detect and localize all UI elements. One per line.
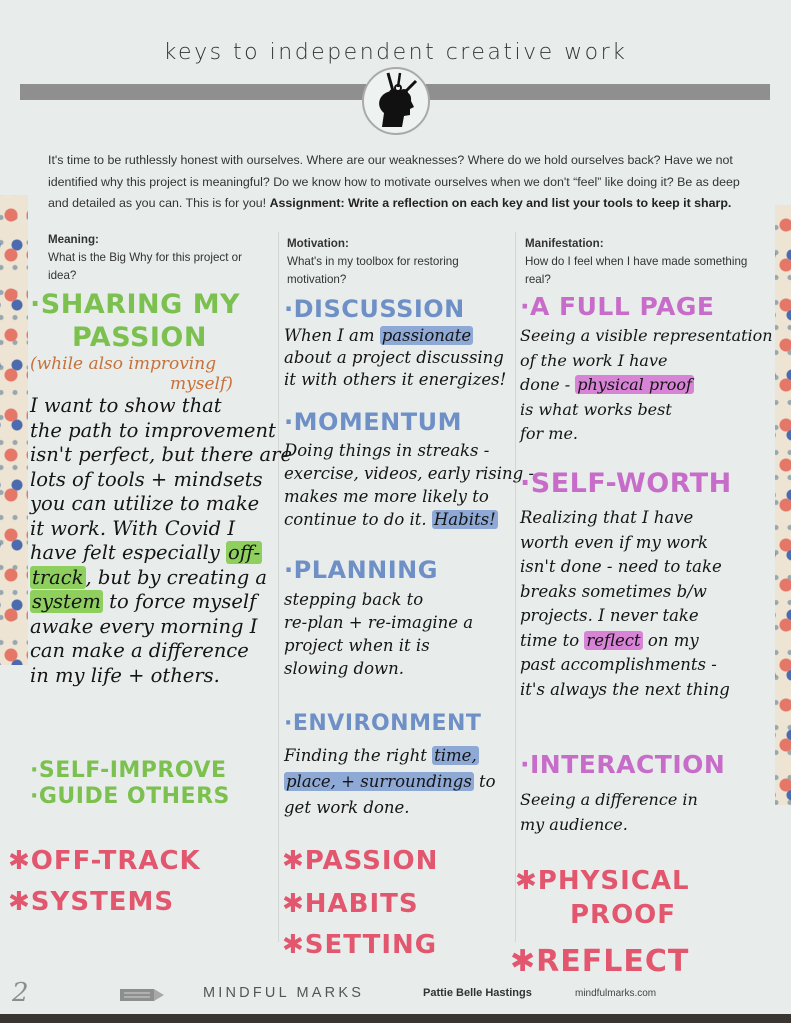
note-text: Finding the right (284, 746, 433, 765)
note-text: my audience. (520, 815, 628, 834)
note-text: have felt especially (30, 541, 227, 564)
note-line (520, 555, 732, 580)
note-heading: ·MOMENTUM (284, 408, 463, 436)
note-section (284, 552, 473, 680)
note-line (284, 369, 506, 391)
note-line (30, 517, 292, 542)
column-divider (515, 232, 516, 942)
highlighted-word: physical proof (577, 375, 692, 394)
page-number: 2 (12, 978, 29, 1008)
column-label: Motivation: (287, 237, 349, 250)
note-text: the path to improvement (30, 418, 276, 442)
column-header-meaning (48, 231, 273, 285)
note-line (284, 634, 473, 657)
note-heading: ·GUIDE OTHERS (30, 784, 230, 809)
note-line (30, 394, 292, 419)
note-line (520, 678, 732, 703)
note-text: in my life + others. (30, 663, 220, 687)
note-heading: ·ENVIRONMENT (284, 711, 482, 736)
head-with-keys-icon (362, 67, 430, 135)
note-text: stepping back to (284, 590, 424, 609)
note-line (284, 325, 506, 347)
note-text: to force myself (102, 590, 257, 613)
note-text: Doing things in streaks - (284, 441, 490, 460)
note-text: of the work I have (520, 350, 668, 370)
note-heading: ·INTERACTION (520, 750, 726, 779)
note-line (284, 743, 496, 769)
note-line (284, 795, 496, 821)
note-text: I want to show that (30, 394, 222, 417)
note-line (30, 419, 292, 444)
column-question: What is the Big Why for this project or idea? (48, 251, 242, 282)
note-line (520, 531, 732, 556)
highlighted-word: Habits! (433, 510, 496, 529)
footer-author: Pattie Belle Hastings (423, 987, 532, 999)
note-text: re-plan + re-imagine a (284, 613, 474, 632)
note-heading: ·PLANNING (284, 556, 438, 584)
note-line (520, 398, 773, 423)
column-question: What's in my toolbox for restoring motivation? (287, 255, 459, 286)
highlighted-word: passionate (381, 326, 472, 345)
tag-physical: ✱PHYSICAL (515, 866, 690, 896)
page-bottom-edge (0, 1014, 791, 1023)
note-line (284, 462, 534, 485)
note-text: makes me more likely to (284, 487, 489, 506)
note-heading: PASSION (72, 322, 207, 353)
note-line (30, 443, 292, 468)
note-text: , but by creating a (85, 565, 268, 589)
note-line (520, 324, 773, 349)
note-heading: ·DISCUSSION (284, 295, 465, 323)
note-text: When I am (284, 326, 380, 345)
note-section (30, 758, 230, 810)
note-text: for me. (520, 424, 579, 443)
note-line (284, 588, 473, 611)
note-section (520, 290, 773, 447)
note-text: breaks sometimes b/w (520, 581, 707, 601)
highlighted-word: track (32, 565, 84, 589)
note-text: done - (520, 375, 576, 394)
highlighted-word: time, (434, 746, 477, 765)
tag-setting: ✱SETTING (282, 930, 438, 960)
note-line (520, 506, 732, 531)
intro-paragraph (48, 150, 748, 215)
note-line (284, 611, 473, 634)
note-line (30, 639, 292, 664)
column-label: Meaning: (48, 233, 99, 246)
note-text: you can utilize to make (30, 492, 260, 515)
note-line (30, 541, 292, 566)
footer-brand: MINDFUL MARKS (203, 985, 365, 1001)
note-text: awake every morning I (30, 614, 258, 638)
note-section (30, 288, 292, 688)
note-text: it with others it energizes! (284, 370, 507, 389)
note-line (284, 439, 534, 462)
tag-passion: ✱PASSION (282, 846, 439, 876)
note-section (284, 405, 534, 531)
note-line (30, 664, 292, 689)
highlighted-word: system (32, 590, 101, 613)
assignment-text: Assignment: Write a reflection on each key and list your tools to keep it sharp. (269, 196, 732, 210)
note-line (284, 769, 496, 795)
note-line (30, 492, 292, 517)
note-line (520, 422, 773, 447)
note-text: can make a difference (30, 639, 249, 662)
tag-off-track: ✱OFF-TRACK (8, 846, 201, 876)
note-line (30, 590, 292, 615)
note-heading: ·A FULL PAGE (520, 292, 715, 321)
note-heading: ·SELF-WORTH (520, 468, 732, 499)
footer-url[interactable]: mindfulmarks.com (575, 988, 657, 999)
note-line (520, 787, 725, 812)
note-line (284, 485, 534, 508)
washi-tape-right (775, 205, 791, 805)
washi-tape-left (0, 195, 28, 665)
note-aside: myself) (170, 374, 233, 394)
tag-reflect: ✱REFLECT (510, 944, 690, 979)
note-line (30, 615, 292, 640)
note-text: continue to do it. (284, 510, 432, 529)
tag-proof: PROOF (570, 900, 677, 930)
note-text: get work done. (284, 798, 410, 817)
note-text: past accomplishments - (520, 655, 717, 674)
note-line (284, 657, 473, 680)
column-header-motivation (287, 235, 507, 289)
note-aside: (while also improving (30, 354, 217, 374)
tag-systems: ✱SYSTEMS (8, 887, 175, 917)
note-text: isn't perfect, but there are (30, 443, 293, 466)
note-line (520, 373, 773, 398)
note-text: slowing down. (284, 659, 405, 678)
note-text: projects. I never take (520, 606, 699, 625)
tag-habits: ✱HABITS (282, 889, 419, 919)
note-text: Realizing that I have (520, 508, 694, 527)
note-text: Seeing a visible representation (520, 326, 773, 345)
note-heading: ·SELF-IMPROVE (30, 758, 227, 783)
note-text: it's always the next thing (520, 679, 730, 699)
note-line (520, 629, 732, 654)
note-line (520, 580, 732, 605)
note-section (520, 462, 732, 702)
note-line (520, 653, 732, 678)
note-text: it work. With Covid I (30, 516, 236, 540)
highlighted-word: place, + surroundings (286, 772, 472, 791)
column-label: Manifestation: (525, 237, 604, 250)
highlighted-word: off- (228, 541, 261, 564)
note-text: worth even if my work (520, 532, 708, 552)
note-text: time to (520, 630, 585, 650)
note-line (520, 349, 773, 374)
note-text: Seeing a difference in (520, 790, 698, 809)
note-line (520, 604, 732, 629)
column-question: How do I feel when I have made something real? (525, 255, 748, 286)
note-line (284, 347, 506, 369)
note-text: exercise, videos, early rising - (284, 464, 535, 483)
note-text: is what works best (520, 399, 672, 419)
page-title: keys to independent creative work (163, 40, 628, 65)
note-text: isn't done - need to take (520, 557, 722, 576)
note-section (520, 743, 725, 837)
note-text: about a project discussing (284, 348, 504, 367)
note-section (284, 705, 496, 821)
note-heading: ·SHARING MY (30, 289, 241, 320)
note-line (284, 508, 534, 531)
note-text: on my (642, 630, 699, 650)
note-line (520, 812, 725, 837)
note-text: project when it is (284, 636, 430, 655)
note-text: to (473, 772, 496, 791)
note-text: lots of tools + mindsets (30, 467, 263, 491)
note-line (30, 566, 292, 591)
note-line (30, 468, 292, 493)
intro-text: It's time to be ruthlessly honest with ourselves. Where are our weaknesses? Where do we hold ourselves back? Have we not identified why this project is meaningful? Do we know how to motivate ourselves when we don't “feel” like doing it? Be as deep and detailed as you can. This is for you! (48, 153, 740, 210)
note-section (284, 293, 506, 391)
highlighted-word: reflect (586, 630, 641, 650)
column-header-manifestation (525, 235, 755, 289)
pencil-icon (120, 987, 166, 1008)
